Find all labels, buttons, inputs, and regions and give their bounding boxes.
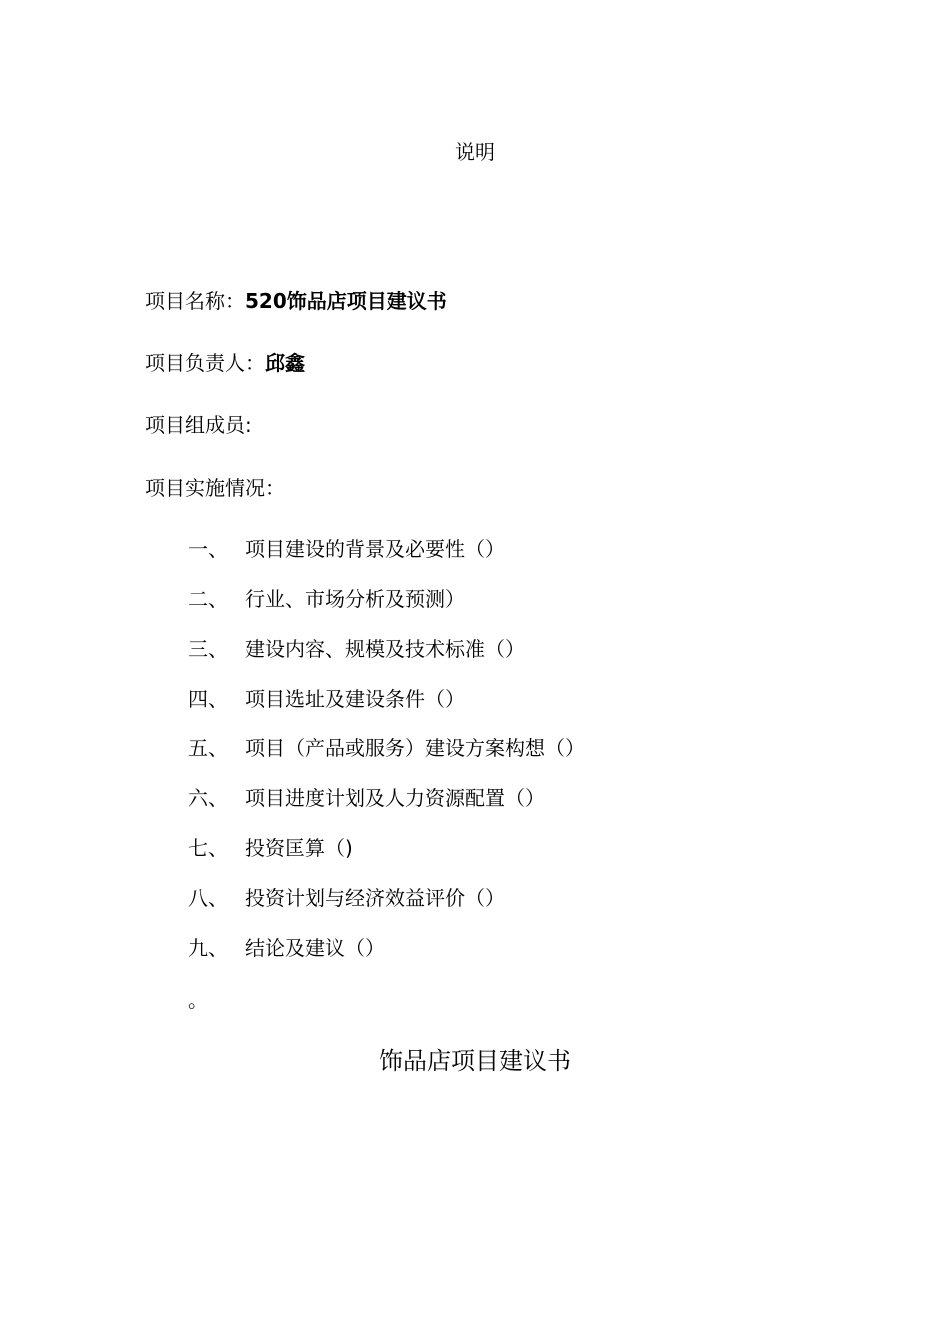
document-heading: 饰品店项目建议书 bbox=[379, 1047, 571, 1075]
toc-item-number: 六、 bbox=[188, 786, 228, 810]
toc-item-text: 项目建设的背景及必要性（） bbox=[245, 537, 505, 561]
project-name-line bbox=[145, 287, 447, 315]
toc-item bbox=[188, 784, 545, 812]
toc-item bbox=[188, 934, 385, 962]
toc-item-number: 二、 bbox=[188, 587, 228, 611]
toc-item bbox=[188, 535, 505, 563]
toc-item-text: 项目进度计划及人力资源配置（） bbox=[245, 786, 545, 810]
toc-item-number: 三、 bbox=[188, 637, 228, 661]
page-title: 说明 bbox=[455, 140, 495, 164]
toc-item-text: 投资匡算（) bbox=[245, 836, 353, 860]
project-leader-label: 项目负责人： bbox=[145, 351, 265, 375]
toc-item-number: 八、 bbox=[188, 886, 228, 910]
toc-item-number: 四、 bbox=[188, 687, 228, 711]
toc-item-text: 投资计划与经济效益评价（） bbox=[245, 886, 505, 910]
project-status-label: 项目实施情况： bbox=[145, 476, 285, 500]
project-members-label: 项目组成员: bbox=[145, 413, 252, 437]
project-leader-value: 邱鑫 bbox=[265, 351, 305, 375]
toc-item bbox=[188, 585, 465, 613]
toc-item-number: 一、 bbox=[188, 537, 228, 561]
toc-item-number: 七、 bbox=[188, 836, 228, 860]
toc-item-text: 行业、市场分析及预测） bbox=[245, 587, 465, 611]
toc-item bbox=[188, 635, 525, 663]
project-status-line bbox=[145, 474, 285, 502]
toc-item bbox=[188, 834, 353, 862]
project-leader-line bbox=[145, 349, 305, 377]
toc-item-text: 项目（产品或服务）建设方案构想（） bbox=[245, 736, 585, 760]
toc-item-text: 建设内容、规模及技术标准（） bbox=[245, 637, 525, 661]
toc-item bbox=[188, 734, 585, 762]
toc-item-text: 结论及建议（） bbox=[245, 936, 385, 960]
project-members-line bbox=[145, 411, 252, 439]
toc-item-number: 九、 bbox=[188, 936, 228, 960]
trailing-period: 。 bbox=[188, 988, 208, 1012]
project-name-value: 520饰品店项目建议书 bbox=[245, 289, 447, 313]
toc-item-text: 项目选址及建设条件（） bbox=[245, 687, 465, 711]
toc-item bbox=[188, 884, 505, 912]
toc-item bbox=[188, 685, 465, 713]
toc-item-number: 五、 bbox=[188, 736, 228, 760]
project-name-label: 项目名称： bbox=[145, 289, 245, 313]
